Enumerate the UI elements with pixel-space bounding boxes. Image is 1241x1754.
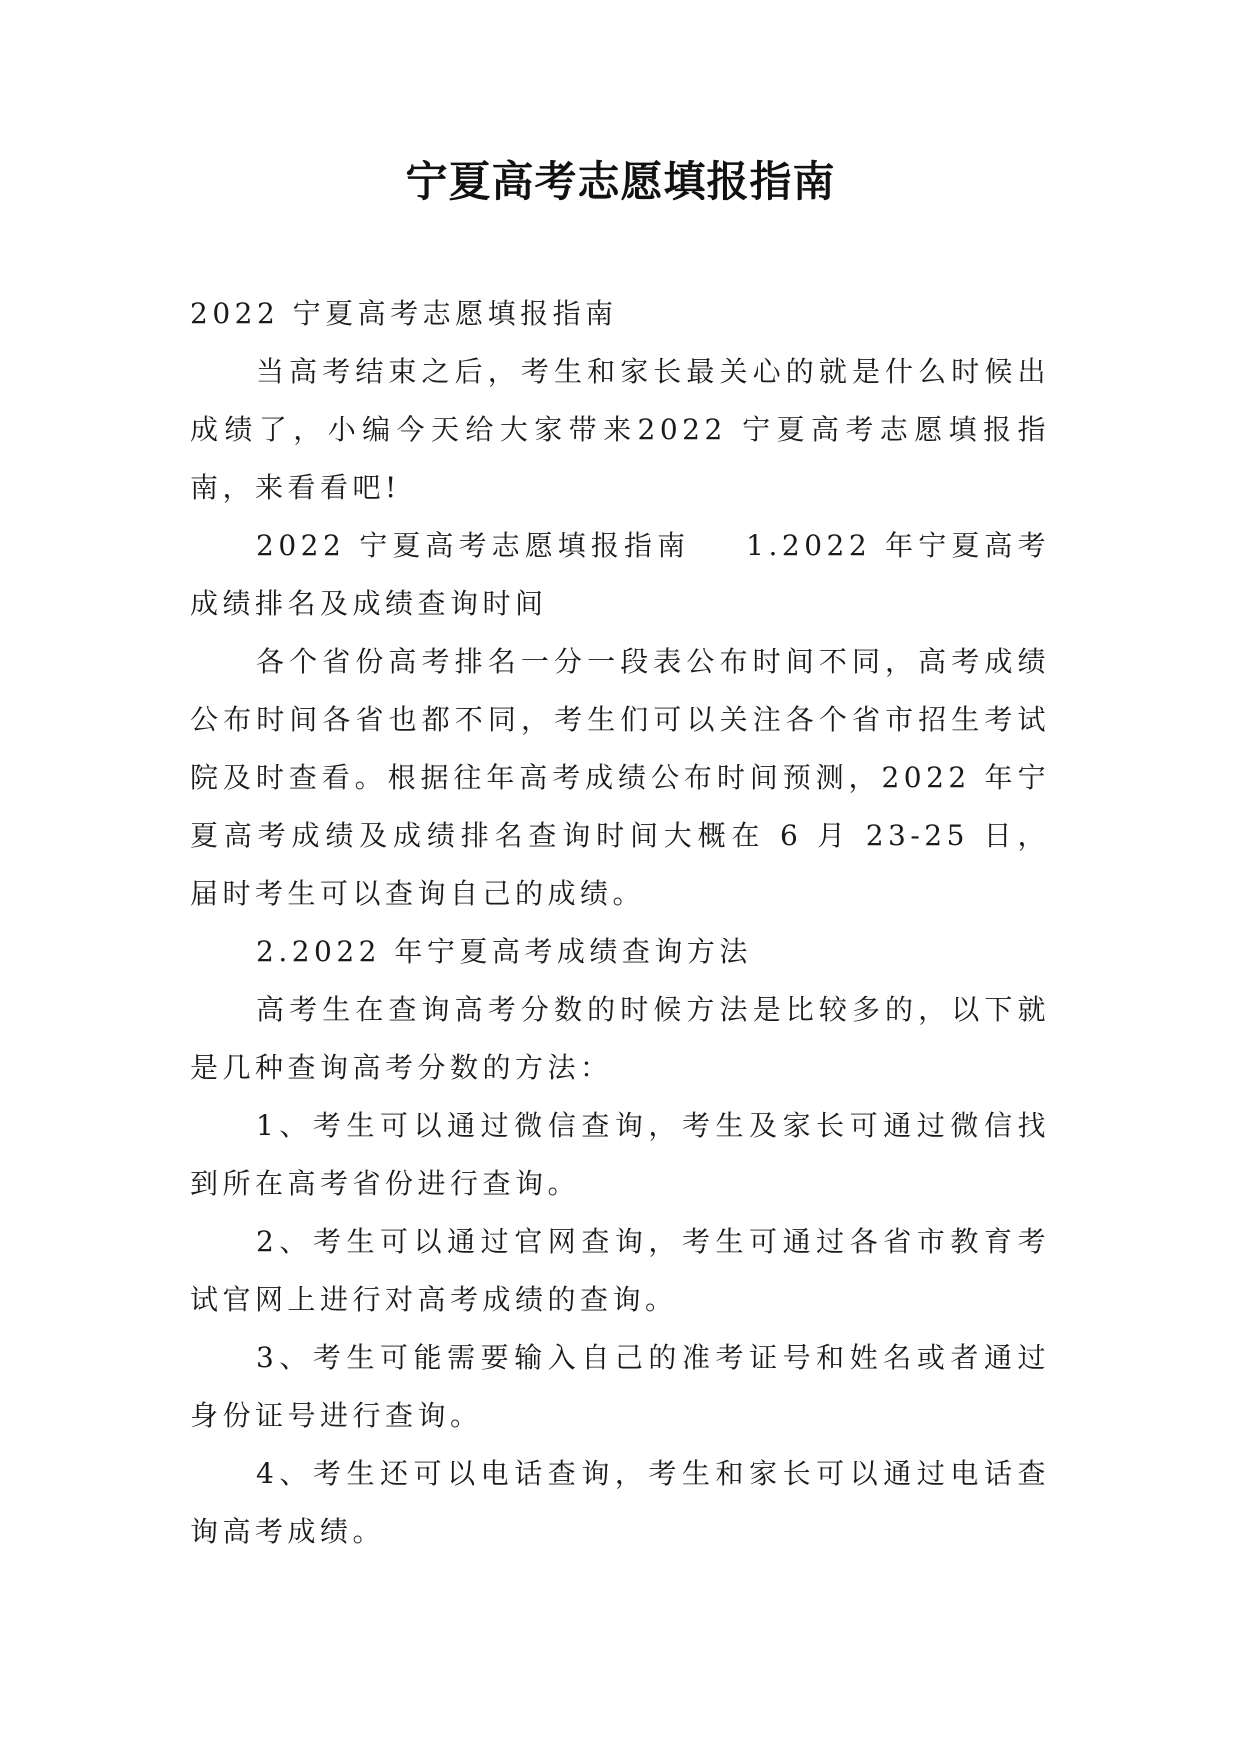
section-heading-1-guide: 2022 宁夏高考志愿填报指南: [256, 529, 691, 562]
list-item: 1、考生可以通过微信查询，考生及家长可通过微信找到所在高考省份进行查询。: [190, 1109, 1050, 1200]
list-item: 3、考生可能需要输入自己的准考证号和姓名或者通过身份证号进行查询。: [190, 1341, 1050, 1432]
methods-paragraph: 高考生在查询高考分数的时候方法是比较多的，以下就是几种查询高考分数的方法：: [190, 993, 1050, 1084]
document-body: [190, 285, 1050, 1561]
page-title: 宁夏高考志愿填报指南: [405, 157, 836, 206]
section-heading-1: [190, 517, 1050, 633]
intro-paragraph: 当高考结束之后，考生和家长最关心的就是什么时候出成绩了，小编今天给大家带来2022 宁夏高考志愿填报指南，来看看吧!: [190, 355, 1050, 504]
section-heading-2: 2.2022 年宁夏高考成绩查询方法: [256, 935, 752, 968]
ranking-paragraph: 各个省份高考排名一分一段表公布时间不同，高考成绩公布时间各省也都不同，考生们可以关注各个省市招生考试院及时查看。根据往年高考成绩公布时间预测，2022 年宁夏高考成绩及成绩排名查询时间大概在 6 月 23-25 日，届时考生可以查询自己的成绩。: [190, 645, 1050, 910]
list-item: 2、考生可以通过官网查询，考生可通过各省市教育考试官网上进行对高考成绩的查询。: [190, 1225, 1050, 1316]
list-item: 4、考生还可以电话查询，考生和家长可以通过电话查询高考成绩。: [190, 1457, 1050, 1548]
section-heading-1-title: 1.2022 年宁夏高考成绩排名及成绩查询时间: [190, 529, 1050, 620]
subtitle-line: 2022 宁夏高考志愿填报指南: [190, 297, 618, 330]
